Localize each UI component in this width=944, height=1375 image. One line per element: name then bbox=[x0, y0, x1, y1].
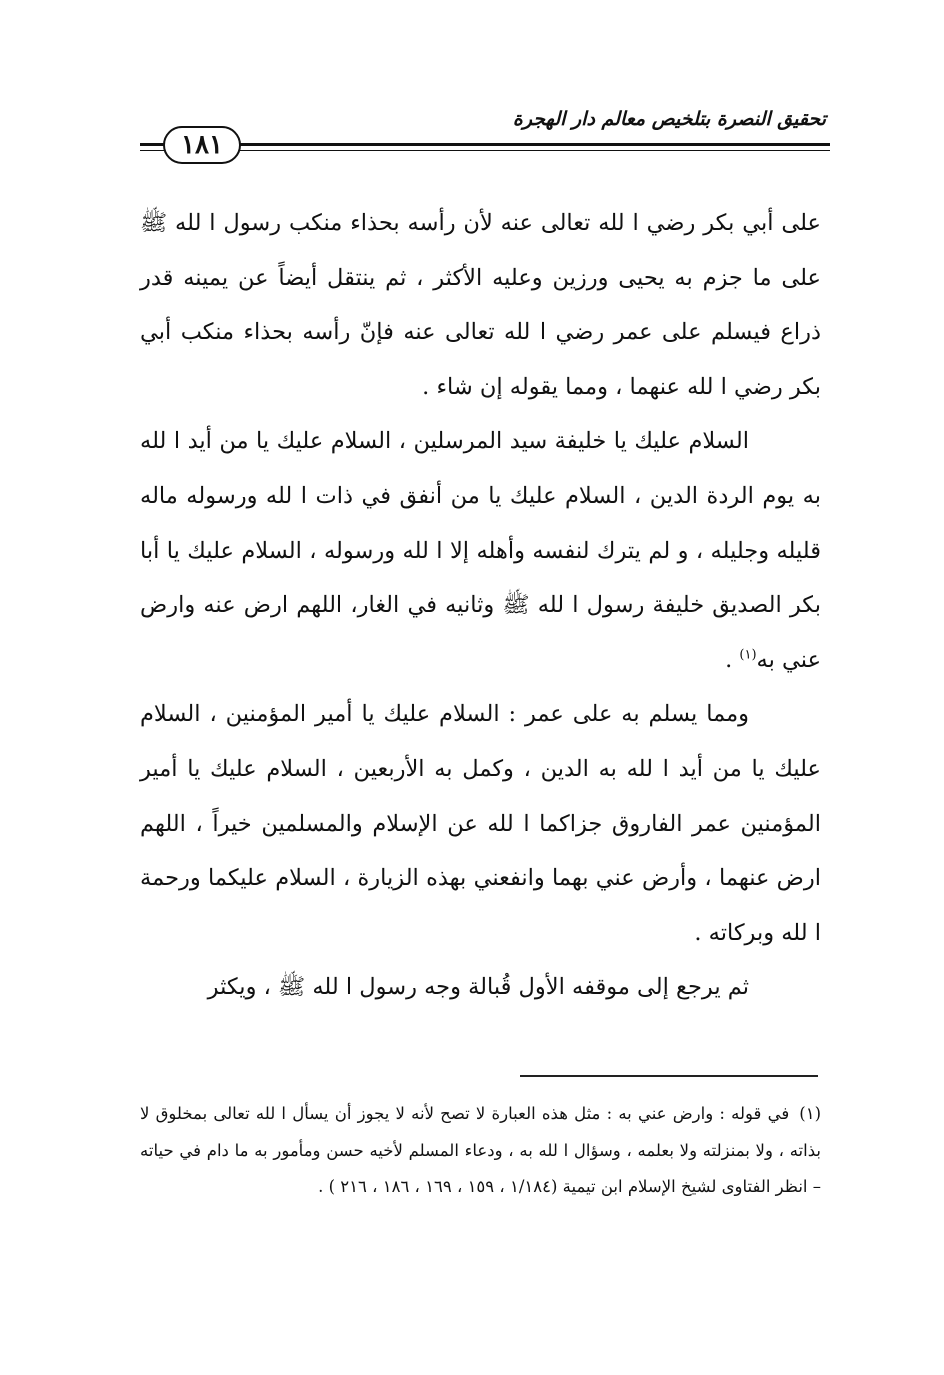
footnote-separator bbox=[520, 1075, 818, 1077]
paragraph-2 bbox=[140, 414, 821, 687]
paragraph-2-text: السلام عليك يا خليفة سيد المرسلين ، السلام عليك يا من أيد ا لله به يوم الردة الدين ، السلام عليك يا من أنفق في ذات ا لله ورسوله ماله قليله وجليله ، و لم يترك لنفسه وأهله إلا ا لله ورسوله ، السلام عليك يا أبا بكر الصديق خليفة رسول ا لله ﷺ وثانيه في الغار، اللهم ارض عنه وارض عني به bbox=[140, 428, 821, 673]
footnote-text: في قوله : وارض عني به : مثل هذه العبارة لا تصح لأنه لا يجوز أن يسأل ا لله تعالى بمخلوق لا بذاته ، ولا بمنزلته ولا بعلمه ، وسؤال ا لله به ، ودعاء المسلم لأخيه حسن ومأمور به ما دام في حياته – انظر الفتاوى لشيخ الإسلام ابن تيمية (١/١٨٤ ، ١٥٩ ، ١٦٩ ، ١٨٦ ، ٢١٦ ) . bbox=[140, 1104, 821, 1196]
paragraph-2-end: . bbox=[725, 646, 733, 673]
header-rule-left-thin bbox=[140, 150, 166, 151]
footnote-number: (١) bbox=[799, 1104, 821, 1123]
footnotes bbox=[140, 1096, 821, 1206]
header-rule bbox=[235, 143, 830, 146]
footnote-reference: (١) bbox=[739, 647, 757, 663]
running-title: تحقيق النصرة بتلخيص معالم دار الهجرة bbox=[512, 108, 826, 130]
header-rule-thin bbox=[235, 150, 830, 151]
paragraph-1: على أبي بكر رضي ا لله تعالى عنه لأن رأسه بحذاء منكب رسول ا لله ﷺ على ما جزم به يحيى ورزين وعليه الأكثر ، ثم ينتقل أيضاً عن يمينه قدر ذراع فيسلم على عمر رضي ا لله تعالى عنه فإنّ رأسه بحذاء منكب أبي بكر رضي ا لله عنهما ، ومما يقوله إن شاء . bbox=[140, 210, 821, 400]
page-number-text: ١٨١ bbox=[181, 130, 223, 160]
page-number bbox=[163, 126, 241, 164]
footnote-1 bbox=[140, 1096, 821, 1206]
main-text bbox=[140, 196, 821, 1015]
paragraph-3: ومما يسلم به على عمر : السلام عليك يا أمير المؤمنين ، السلام عليك يا من أيد ا لله به الدين ، وكمل به الأربعين ، السلام عليك يا أمير المؤمنين عمر الفاروق جزاكما ا لله عن الإسلام والمسلمين خيراً ، اللهم ارض عنهما ، وأرض عني بهما وانفعني بهذه الزيارة ، السلام عليكما ورحمة ا لله وبركاته . bbox=[140, 701, 821, 946]
paragraph-4: ثم يرجع إلى موقفه الأول قُبالة وجه رسول ا لله ﷺ ، ويكثر bbox=[207, 974, 749, 1001]
